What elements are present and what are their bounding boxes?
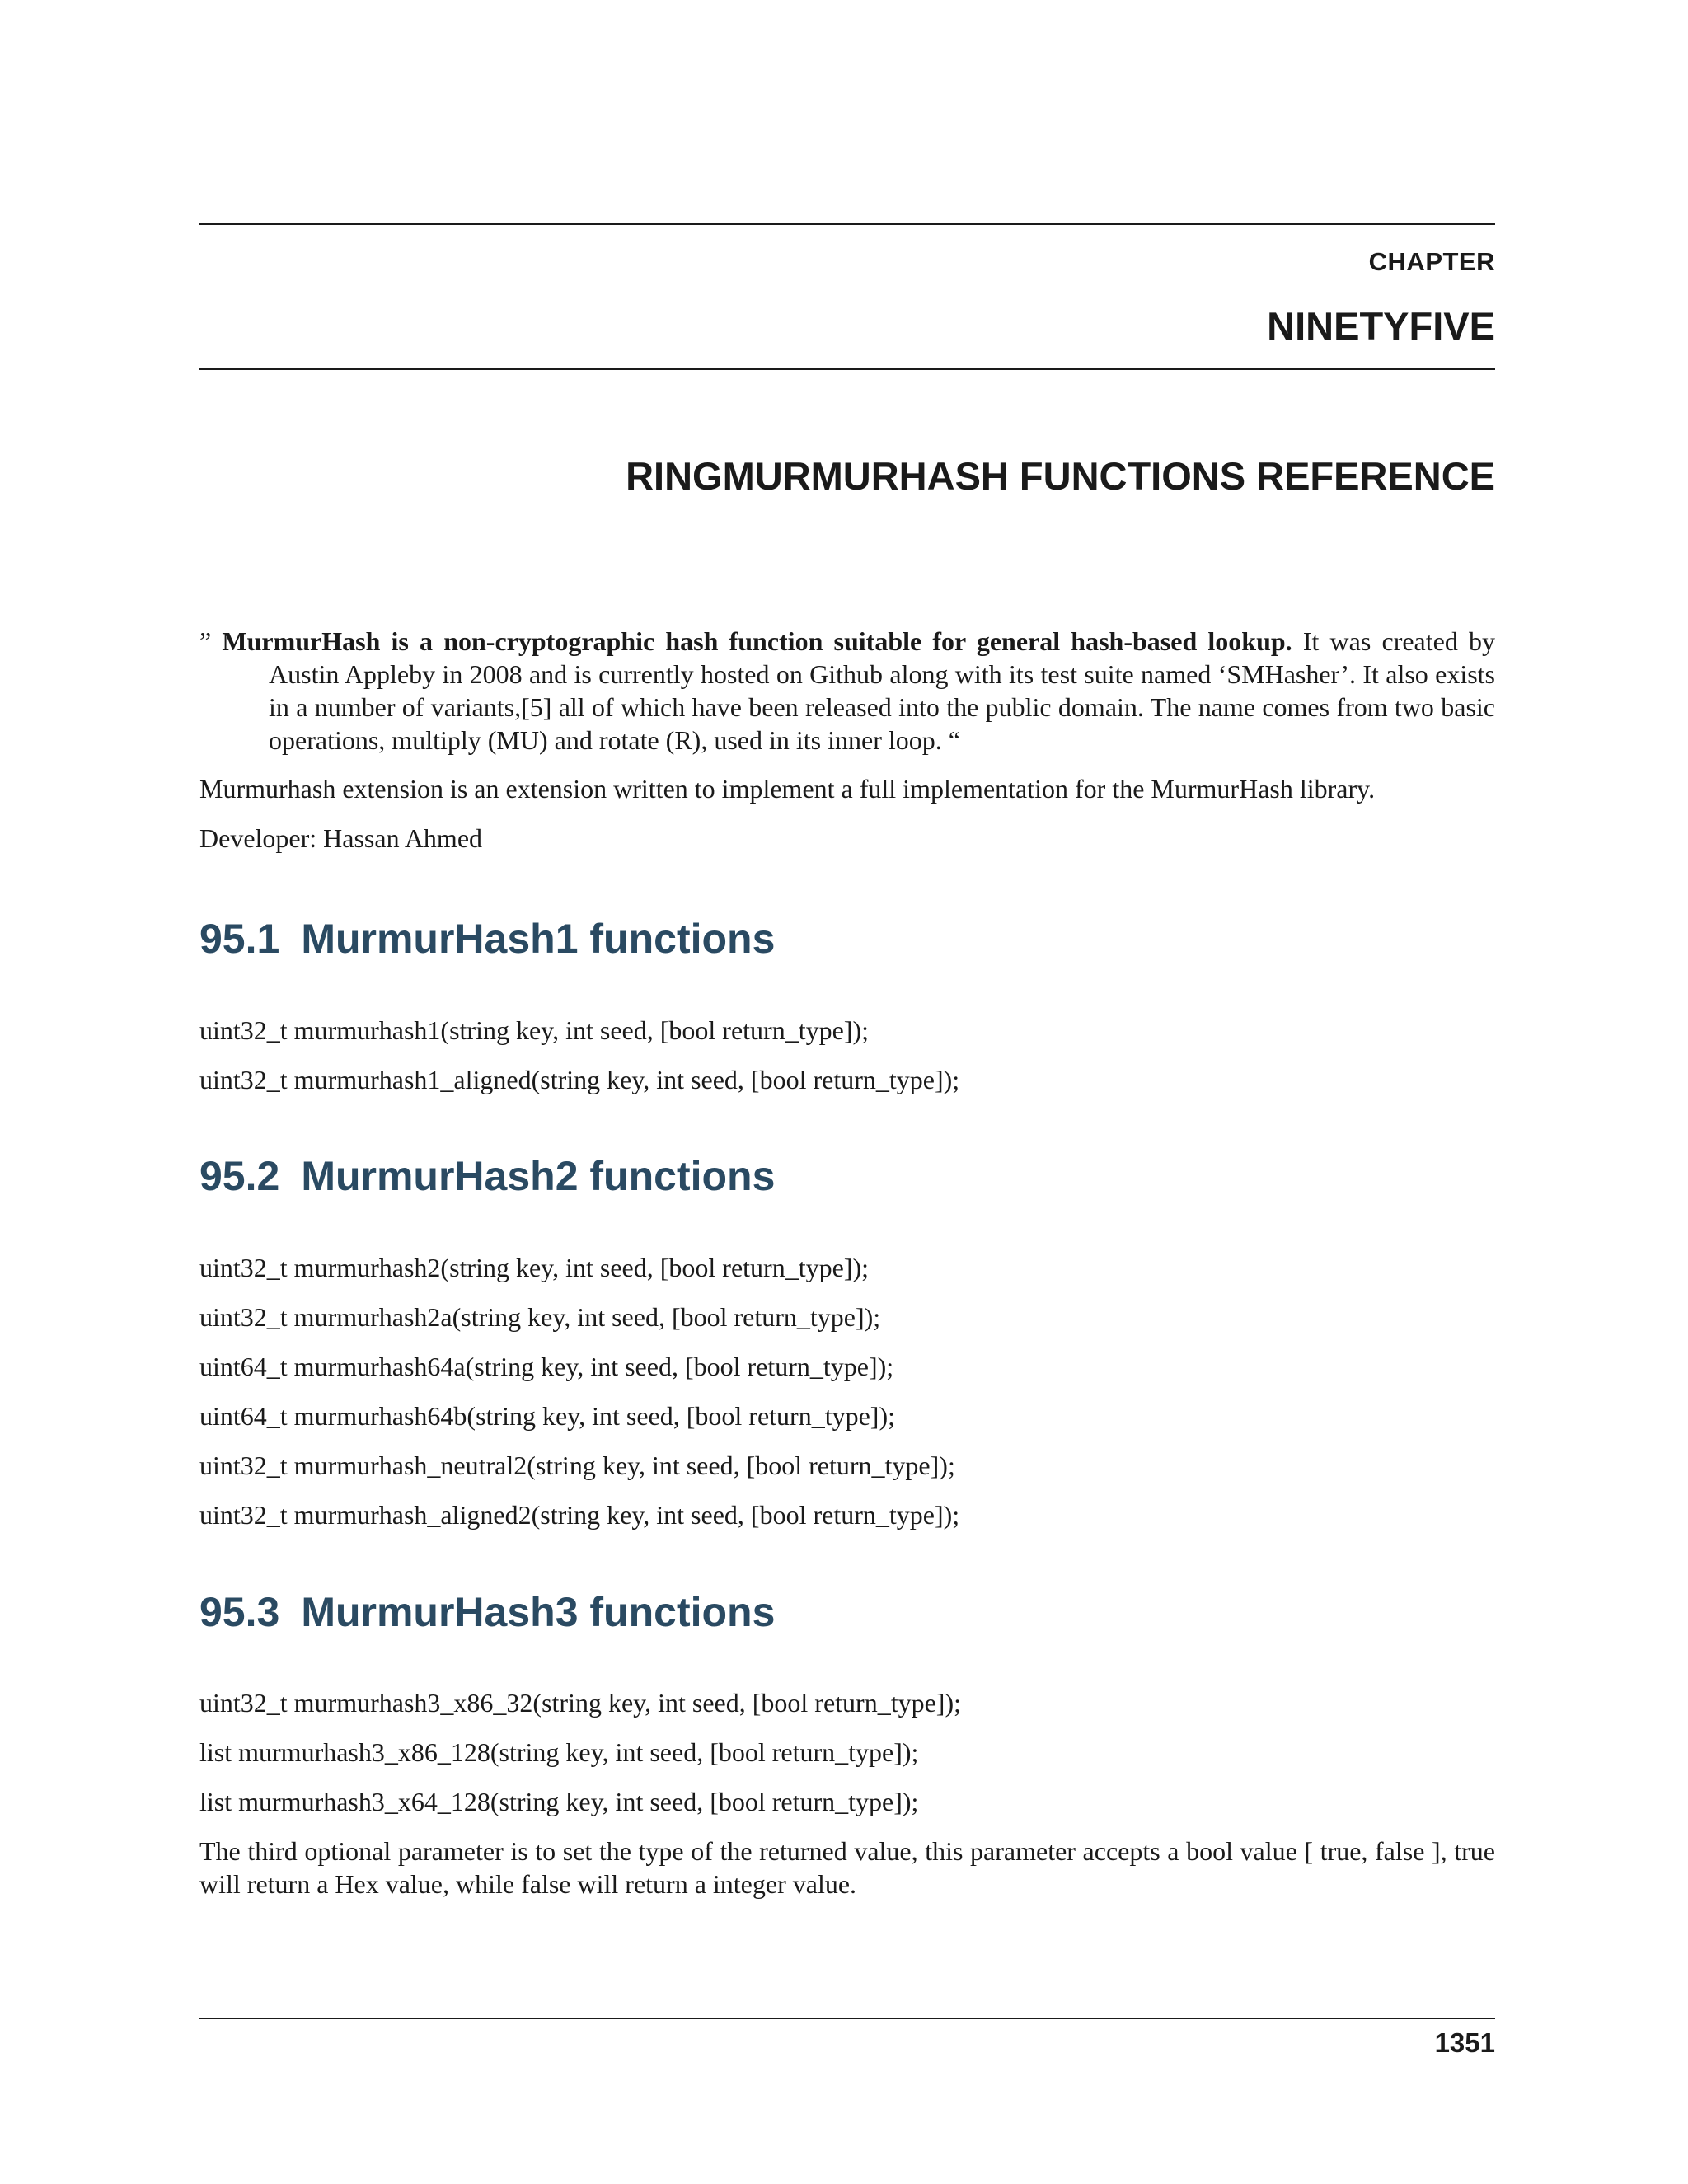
footer-rule [199, 2018, 1495, 2019]
intro-quote [199, 625, 1495, 757]
intro-description: Murmurhash extension is an extension written to implement a full implementation for the MurmurHash library. [199, 774, 1376, 804]
function-signature: uint32_t murmurhash2(string key, int seed, [bool return_type]); [199, 1253, 869, 1282]
section-heading-95-3 [199, 1588, 775, 1636]
section-heading-95-2 [199, 1152, 775, 1200]
quote-first-line [199, 625, 1495, 658]
section-number: 95.3 [199, 1589, 280, 1635]
quote-open-mark: ” [199, 626, 223, 656]
function-signature: uint32_t murmurhash_neutral2(string key, int seed, [bool return_type]); [199, 1451, 955, 1480]
function-signature: uint32_t murmurhash1_aligned(string key, int seed, [bool return_type]); [199, 1065, 960, 1094]
function-signature: uint64_t murmurhash64b(string key, int seed, [bool return_type]); [199, 1401, 895, 1431]
function-signature: uint32_t murmurhash2a(string key, int seed, [bool return_type]); [199, 1302, 881, 1332]
section-number: 95.1 [199, 916, 280, 962]
document-page [199, 0, 1495, 2184]
chapter-label: CHAPTER [1368, 247, 1495, 276]
section-title: MurmurHash2 functions [301, 1153, 776, 1199]
developer-credit: Developer: Hassan Ahmed [199, 823, 483, 853]
function-signature: list murmurhash3_x64_128(string key, int seed, [bool return_type]); [199, 1787, 919, 1816]
function-signature: uint32_t murmurhash_aligned2(string key, int seed, [bool return_type]); [199, 1500, 960, 1530]
chapter-number: NINETYFIVE [1267, 304, 1495, 348]
quote-rest: Austin Appleby in 2008 and is currently hosted on Github along with its test suite named ‘SMHasher’. It also exists in a number of variants,[5] all of which have been released into the public domain. The name comes from two basic operations, multiply (MU) and rotate (R), used in its inner loop. “ [269, 659, 1495, 755]
page-number: 1351 [1434, 2027, 1495, 2058]
quote-first-rest: It was created by [1292, 626, 1496, 656]
section-number: 95.2 [199, 1153, 280, 1199]
function-signature: uint32_t murmurhash1(string key, int seed, [bool return_type]); [199, 1015, 869, 1045]
chapter-bottom-rule [199, 368, 1495, 370]
section-heading-95-1 [199, 915, 775, 963]
function-signature: uint64_t murmurhash64a(string key, int seed, [bool return_type]); [199, 1352, 894, 1381]
section-title: MurmurHash1 functions [301, 916, 776, 962]
chapter-title: RINGMURMURHASH FUNCTIONS REFERENCE [626, 454, 1495, 498]
return-type-note: The third optional parameter is to set the type of the returned value, this parameter accepts a bool value [ true, false ], true will return a Hex value, while false will return a integer value. [199, 1836, 1495, 1899]
function-signature: uint32_t murmurhash3_x86_32(string key, int seed, [bool return_type]); [199, 1688, 961, 1718]
section-title: MurmurHash3 functions [301, 1589, 776, 1635]
chapter-top-rule [199, 223, 1495, 225]
function-signature: list murmurhash3_x86_128(string key, int seed, [bool return_type]); [199, 1737, 919, 1767]
quote-bold-text: MurmurHash is a non-cryptographic hash function suitable for general hash-based lookup. [222, 626, 1292, 656]
